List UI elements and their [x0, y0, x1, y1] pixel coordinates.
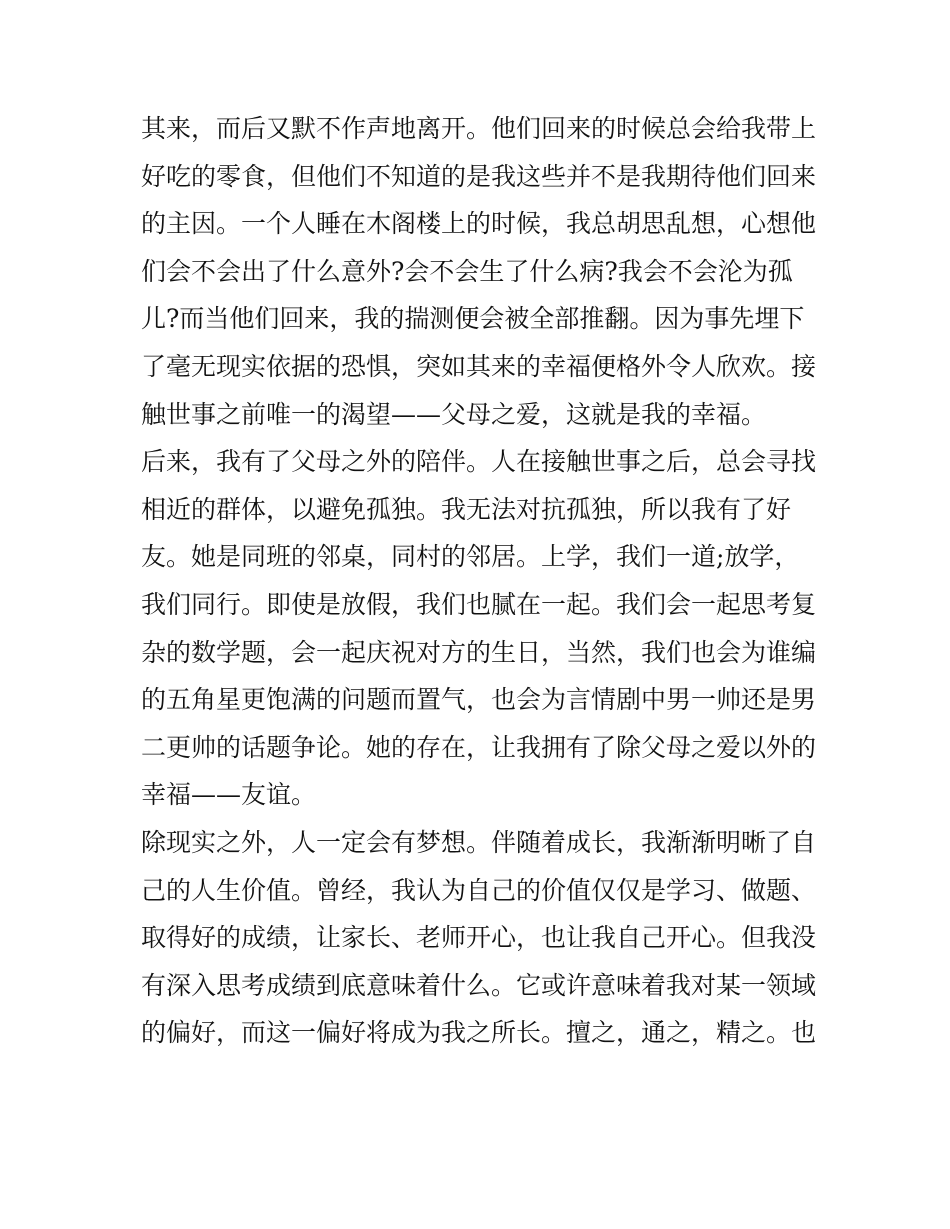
text-line: 的五角星更饱满的问题而置气，也会为言情剧中男一帅还是男	[141, 685, 817, 715]
text-line: 己的人生价值。曾经，我认为自己的价值仅仅是学习、做题、	[141, 875, 817, 905]
text-line: 了毫无现实依据的恐惧，突如其来的幸福便格外令人欣欢。接	[141, 351, 817, 381]
text-line: 我们同行。即使是放假，我们也腻在一起。我们会一起思考复	[141, 589, 817, 619]
text-line: 的偏好，而这一偏好将成为我之所长。擅之，通之，精之。也	[141, 1018, 817, 1048]
body-text	[141, 105, 821, 1057]
text-line: 儿?而当他们回来，我的揣测便会被全部推翻。因为事先埋下	[141, 304, 805, 334]
text-line: 后来，我有了父母之外的陪伴。人在接触世事之后，总会寻找	[141, 447, 817, 477]
text-line: 们会不会出了什么意外?会不会生了什么病?我会不会沦为孤	[141, 256, 793, 286]
text-line: 好吃的零食，但他们不知道的是我这些并不是我期待他们回来	[141, 161, 817, 191]
text-line: 杂的数学题，会一起庆祝对方的生日，当然，我们也会为谁编	[141, 637, 817, 667]
text-line: 幸福——友谊。	[141, 780, 317, 810]
text-line: 有深入思考成绩到底意味着什么。它或许意味着我对某一领域	[141, 970, 817, 1000]
text-line: 友。她是同班的邻桌，同村的邻居。上学，我们一道;放学，	[141, 542, 800, 572]
text-line: 的主因。一个人睡在木阁楼上的时候，我总胡思乱想，心想他	[141, 209, 817, 239]
text-line: 取得好的成绩，让家长、老师开心，也让我自己开心。但我没	[141, 923, 817, 953]
text-line: 相近的群体，以避免孤独。我无法对抗孤独，所以我有了好	[141, 494, 792, 524]
text-line: 触世事之前唯一的渴望——父母之爱，这就是我的幸福。	[141, 399, 767, 429]
text-line: 二更帅的话题争论。她的存在，让我拥有了除父母之爱以外的	[141, 732, 817, 762]
text-line: 除现实之外，人一定会有梦想。伴随着成长，我渐渐明晰了自	[141, 827, 817, 857]
text-line: 其来，而后又默不作声地离开。他们回来的时候总会给我带上	[141, 114, 817, 143]
